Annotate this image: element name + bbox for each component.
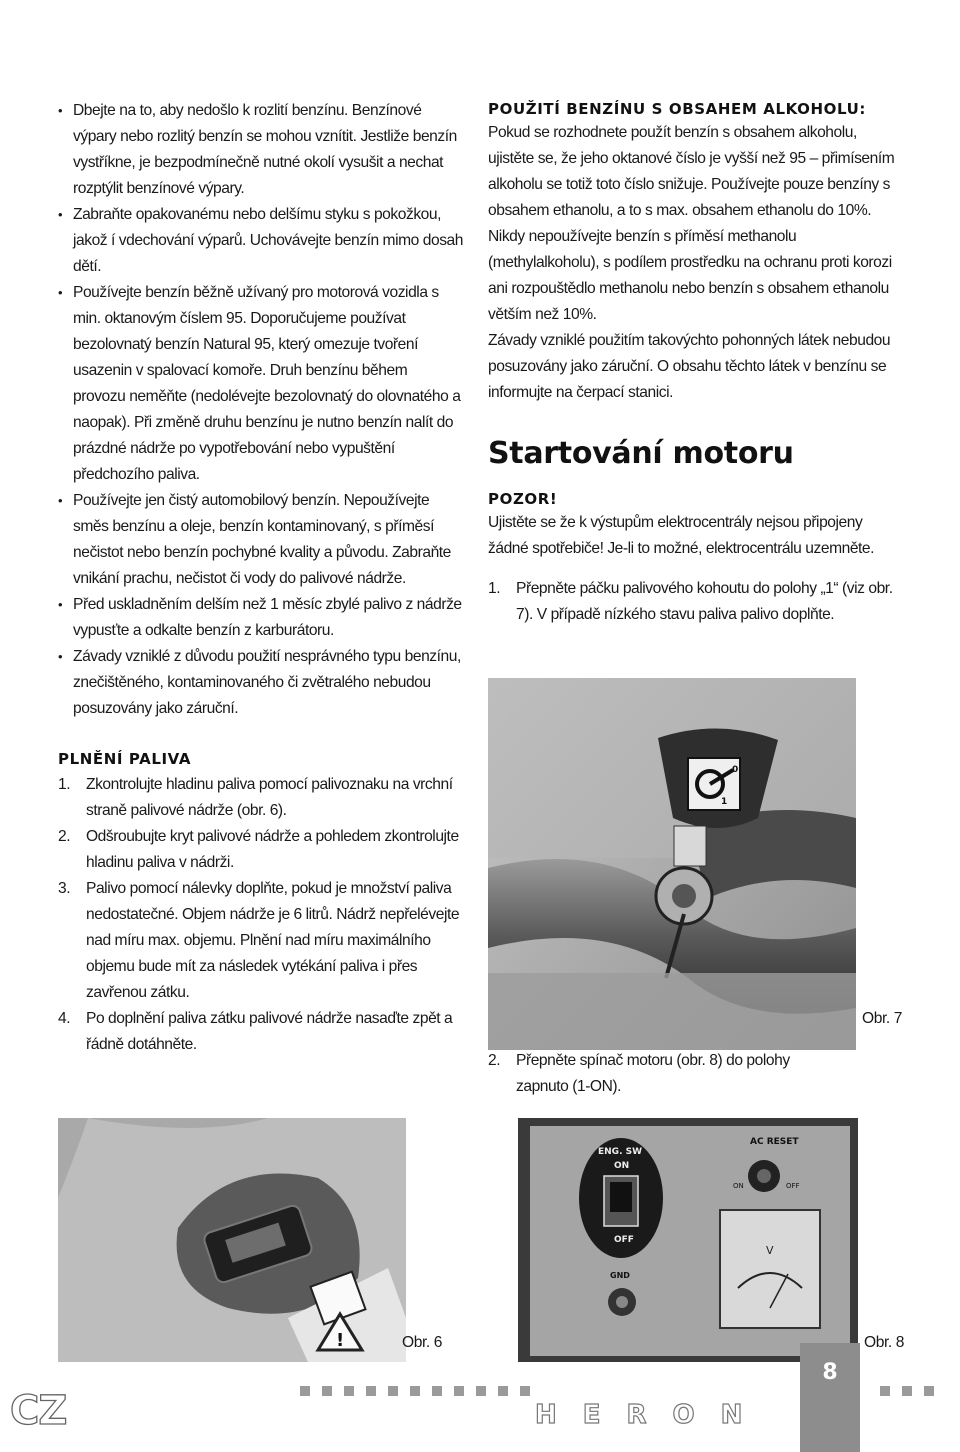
- start-steps-list-2: [488, 1048, 828, 1100]
- footer-square: [454, 1386, 464, 1396]
- warning-heading: POZOR!: [488, 490, 558, 508]
- fig8-caption: Obr. 8: [864, 1334, 905, 1351]
- warning-paragraph: Ujistěte se že k výstupům elektrocentrály nejsou připojeny žádné spotřebiče! Je-li to možné, elektrocentrálu uzemněte.: [488, 514, 875, 557]
- fuel-steps-list: [58, 772, 463, 1058]
- ac-reset-label: AC RESET: [750, 1137, 799, 1147]
- control-panel-illustration: [518, 1118, 858, 1362]
- footer-square: [300, 1386, 310, 1396]
- fuel-heading: PLNĚNÍ PALIVA: [58, 750, 192, 768]
- reset-off-label: OFF: [786, 1182, 800, 1190]
- footer-square: [432, 1386, 442, 1396]
- brand-logo: HERON: [535, 1400, 769, 1430]
- footer-square: [498, 1386, 508, 1396]
- fig6-photo: [58, 1118, 406, 1362]
- left-column: [58, 98, 463, 1058]
- list-item: • Před uskladněním delším než 1 měsíc zbylé palivo z nádrže vypusťte a odkalte benzín z karburátoru.: [58, 592, 463, 644]
- step-number: 1.: [488, 580, 501, 597]
- step-text: Odšroubujte kryt palivové nádrže a pohledem zkontrolujte hladinu paliva v nádrži.: [86, 828, 459, 871]
- step-text: Po doplnění paliva zátku palivové nádrže nasaďte zpět a řádně dotáhněte.: [86, 1010, 453, 1053]
- eng-sw-label: ENG. SW: [598, 1147, 643, 1157]
- step-number: 1.: [58, 776, 71, 793]
- step-text: Přepněte páčku palivového kohoutu do polohy „1“ (viz obr. 7). V případě nízkého stavu paliva palivo doplňte.: [516, 580, 893, 623]
- alcohol-warranty-paragraph: Závady vzniklé použitím takovýchto pohonných látek nebudou posuzovány jako záruční. O obsahu těchto látek v benzínu se informujte na čerpací stanici.: [488, 332, 891, 401]
- fig6-caption: Obr. 6: [402, 1334, 443, 1351]
- step-text: Přepněte spínač motoru (obr. 8) do polohy zapnuto (1-ON).: [516, 1052, 790, 1095]
- step-text: Zkontrolujte hladinu paliva pomocí palivoznaku na vrchní straně palivové nádrže (obr. 6).: [86, 776, 453, 819]
- valve-label-0: 0: [732, 765, 739, 775]
- fuel-safety-list: [58, 98, 463, 722]
- list-item: • Závady vzniklé z důvodu použití nesprávného typu benzínu, znečištěného, kontaminovaného či zvětralého nebudou posuzovány jako záruční.: [58, 644, 463, 722]
- list-item: [488, 1048, 828, 1100]
- step-number: 4.: [58, 1010, 71, 1027]
- footer-square: [902, 1386, 912, 1396]
- alcohol-heading: POUŽITÍ BENZÍNU S OBSAHEM ALKOHOLU:: [488, 100, 867, 118]
- list-item: • Zabraňte opakovanému nebo delšímu styku s pokožkou, jakož í vdechování výparů. Uchovávejte benzín mimo dosah dětí.: [58, 202, 463, 280]
- start-steps-list: [488, 576, 900, 628]
- section-title: Startování motoru: [488, 436, 794, 471]
- list-item: [488, 576, 900, 628]
- right-column: [488, 98, 900, 628]
- switch-on-label: ON: [614, 1161, 630, 1171]
- step-text: Palivo pomocí nálevky doplňte, pokud je množství paliva nedostatečné. Objem nádrže je 6 litrů. Nádrž nepřelévejte nad míru max. objemu. Plnění nad míru maximálního objemu bude mít za následek vytékání paliva i přes zavřenou zátku.: [86, 880, 460, 1001]
- list-item: • Dbejte na to, aby nedošlo k rozlití benzínu. Benzínové výpary nebo rozlitý benzín se mohou vznítit. Jestliže benzín vystříkne, je bezpodmínečně nutné okolí vysušit a nechat rozptýlit benzínové výpary.: [58, 98, 463, 202]
- step-number: 2.: [58, 828, 71, 845]
- fuel-gauge-illustration: [58, 1118, 406, 1362]
- step-number: 2.: [488, 1052, 501, 1069]
- svg-text:!: !: [336, 1330, 345, 1351]
- list-item: [58, 1006, 463, 1058]
- list-item: • Používejte benzín běžně užívaný pro motorová vozidla s min. oktanovým číslem 95. Doporučujeme používat bezolovnatý benzín Natural 95, který omezuje tvoření usazenin v spalovací komoře. Druh benzínu během provozu neměňte (nedolévejte bezolovnatý do olovnatého a naopak). Při změně druhu benzínu je nutno benzín nalít do prázdné nádrže po vypotřebování nebo vypuštění předchozího paliva.: [58, 280, 463, 488]
- footer-square: [322, 1386, 332, 1396]
- reset-on-label: ON: [733, 1182, 744, 1190]
- step-2-block: [488, 1048, 828, 1100]
- list-item: [58, 772, 463, 824]
- meter-label: V: [766, 1244, 774, 1257]
- alcohol-paragraph: Pokud se rozhodnete použít benzín s obsahem alkoholu, ujistěte se, že jeho oktanové číslo je vyšší než 95 – přimísením alkoholu se totiž toto číslo snižuje. Používejte pouze benzíny s obsahem ethanolu, a to s max. obsahem ethanolu do 10%. Nikdy nepoužívejte benzín s příměsí methanolu (methylalkoholu), s podílem prostředku na ochranu proti korozi ani rozpouštědlo methanolu nebo benzín s obsahem ethanolu větším než 10%.: [488, 124, 895, 323]
- fig7-caption: Obr. 7: [862, 1010, 903, 1027]
- footer-square: [880, 1386, 890, 1396]
- switch-off-label: OFF: [614, 1235, 634, 1245]
- valve-label-1: 1: [721, 797, 728, 807]
- footer-square: [410, 1386, 420, 1396]
- fig7-photo: [488, 678, 856, 1050]
- footer-square: [520, 1386, 530, 1396]
- list-item: [58, 824, 463, 876]
- fig8-photo: [518, 1118, 858, 1362]
- step-number: 3.: [58, 880, 71, 897]
- list-item: • Používejte jen čistý automobilový benzín. Nepoužívejte směs benzínu a oleje, benzín kontaminovaný, s příměsí nečistot nebo benzín pochybné kvality a původu. Zabraňte vnikání prachu, nečistot či vody do palivové nádrže.: [58, 488, 463, 592]
- footer-square: [366, 1386, 376, 1396]
- fuel-valve-illustration: [488, 678, 856, 1050]
- language-code: CZ: [10, 1388, 67, 1434]
- footer-square: [388, 1386, 398, 1396]
- list-item: [58, 876, 463, 1006]
- footer-square: [344, 1386, 354, 1396]
- page-number: 8: [800, 1343, 860, 1452]
- gnd-label: GND: [610, 1271, 630, 1280]
- footer-square: [924, 1386, 934, 1396]
- footer-square: [476, 1386, 486, 1396]
